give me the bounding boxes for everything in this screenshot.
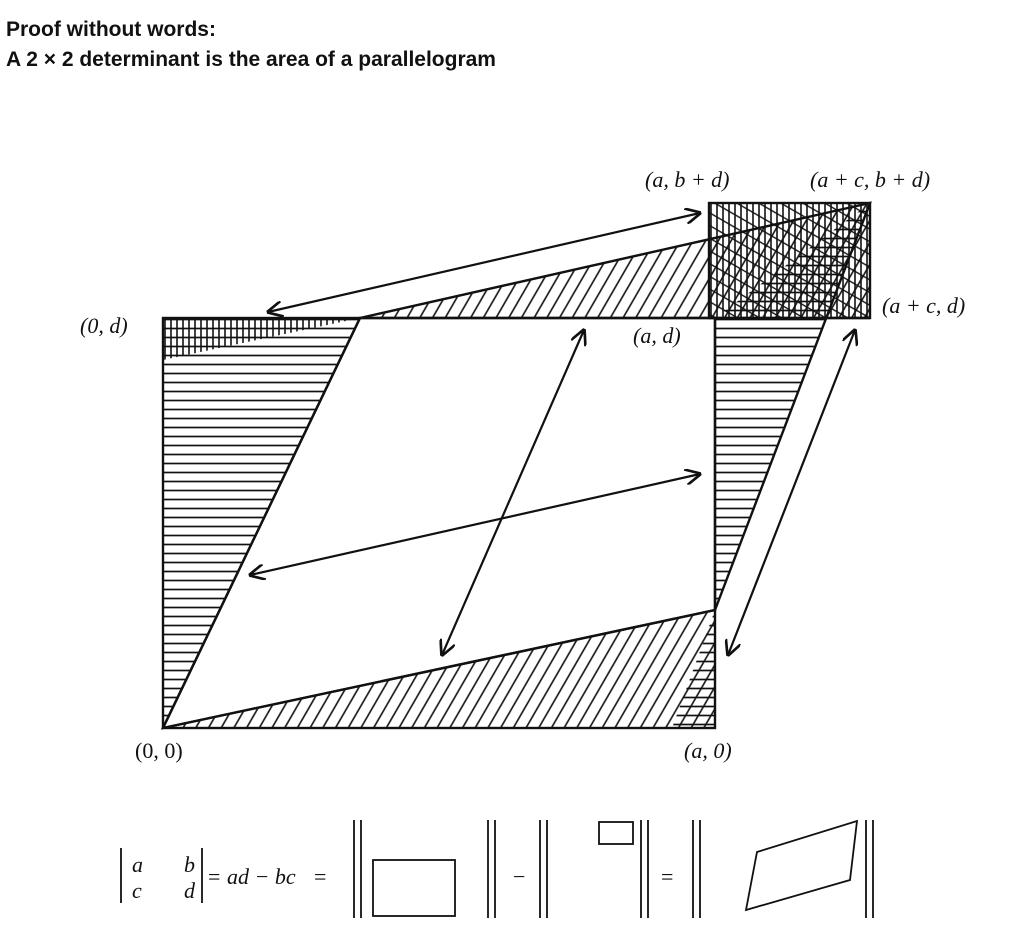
label-0d: (0, d) bbox=[80, 313, 128, 338]
matrix-b: b bbox=[184, 852, 195, 877]
equals-3: = bbox=[661, 864, 674, 889]
label-origin: (0, 0) bbox=[135, 738, 183, 763]
label-ac-d: (a + c, d) bbox=[882, 293, 966, 318]
equals-2: = bbox=[314, 864, 327, 889]
equals-1: = bbox=[208, 864, 221, 889]
matrix-c: c bbox=[132, 878, 142, 903]
term1-rectangle bbox=[373, 860, 455, 916]
minus: − bbox=[513, 864, 526, 889]
ad-minus-bc: ad − bc bbox=[227, 864, 296, 889]
determinant-formula bbox=[121, 820, 873, 918]
label-a0: (a, 0) bbox=[684, 738, 732, 763]
term3-parallelogram bbox=[746, 821, 857, 910]
title-line-1: Proof without words: bbox=[6, 18, 216, 41]
term2-rectangle bbox=[599, 822, 633, 844]
label-ad: (a, d) bbox=[633, 323, 681, 348]
title-line-2: A 2 × 2 determinant is the area of a parallelogram bbox=[6, 48, 496, 71]
matrix-d: d bbox=[184, 878, 195, 903]
label-ac-bd: (a + c, b + d) bbox=[810, 167, 931, 192]
label-a-bd: (a, b + d) bbox=[645, 167, 730, 192]
matrix-a: a bbox=[132, 852, 143, 877]
